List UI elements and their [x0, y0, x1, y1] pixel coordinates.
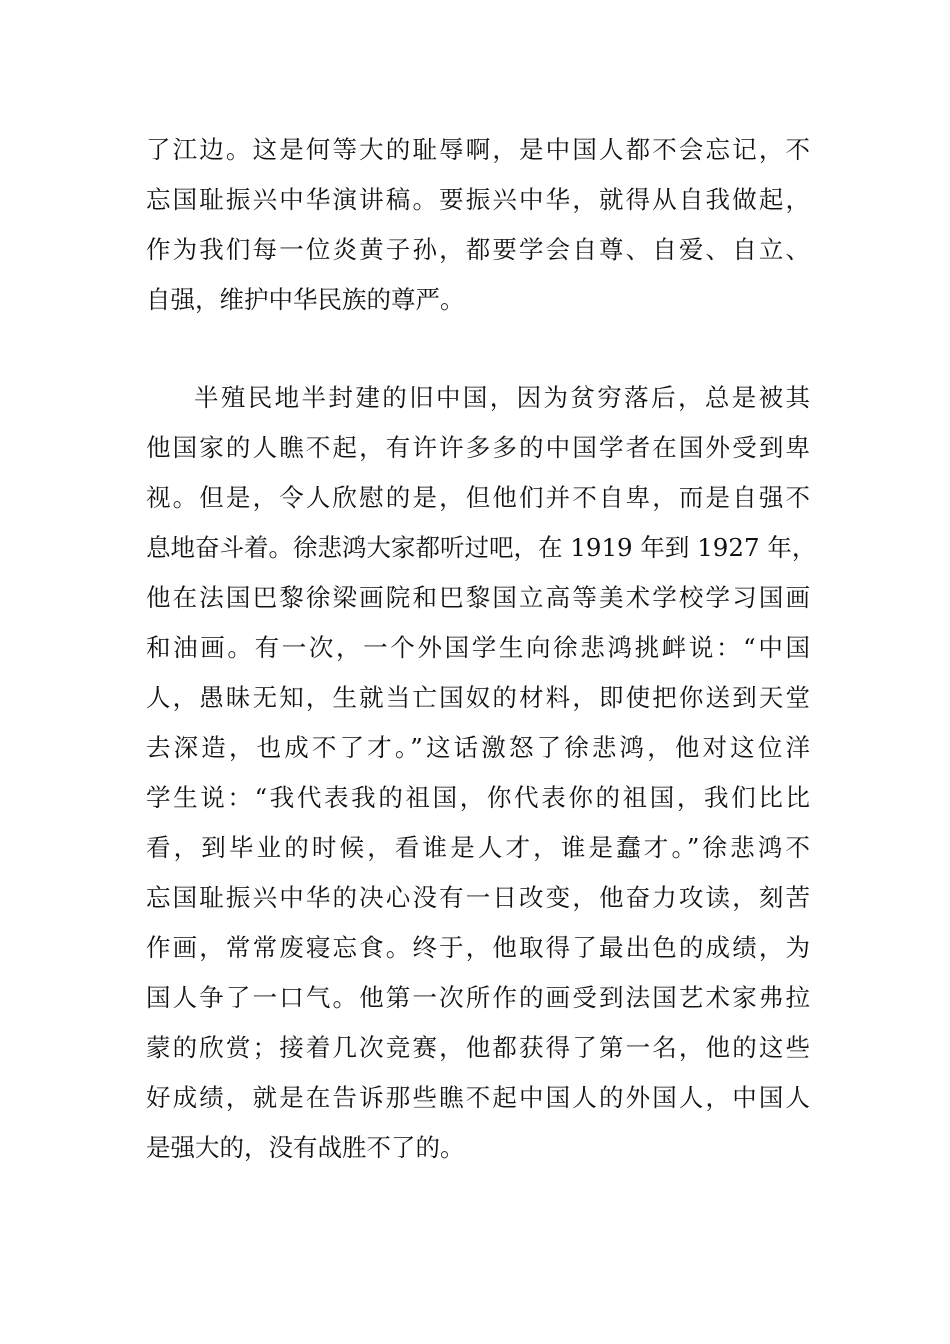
text-line: 蒙的欣赏；接着几次竞赛，他都获得了第一名，他的这些	[146, 1033, 810, 1062]
text-line: 看，到毕业的时候，看谁是人才，谁是蠢才。”徐悲鸿不	[146, 833, 810, 862]
text-line: 他在法国巴黎徐梁画院和巴黎国立高等美术学校学习国画	[146, 583, 810, 612]
text-line: 国人争了一口气。他第一次所作的画受到法国艺术家弗拉	[146, 983, 810, 1012]
text-line: 息地奋斗着。徐悲鸿大家都听过吧，在 1919 年到 1927 年，	[146, 533, 817, 562]
text-line: 忘国耻振兴中华的决心没有一日改变，他奋力攻读，刻苦	[146, 883, 810, 912]
text-line: 学生说：“我代表我的祖国，你代表你的祖国，我们比比	[146, 783, 810, 812]
text-line: 和油画。有一次，一个外国学生向徐悲鸿挑衅说：“中国	[146, 633, 810, 662]
text-line: 作为我们每一位炎黄子孙，都要学会自尊、自爱、自立、	[146, 235, 810, 264]
text-line: 去深造，也成不了才。”这话激怒了徐悲鸿，他对这位洋	[146, 733, 810, 762]
text-line: 好成绩，就是在告诉那些瞧不起中国人的外国人，中国人	[146, 1083, 810, 1112]
text-line: 忘国耻振兴中华演讲稿。要振兴中华，就得从自我做起，	[146, 185, 810, 214]
text-line: 是强大的，没有战胜不了的。	[146, 1133, 465, 1162]
text-line: 作画，常常废寝忘食。终于，他取得了最出色的成绩，为	[146, 933, 810, 962]
text-line: 自强，维护中华民族的尊严。	[146, 285, 465, 314]
text-line: 人，愚昧无知，生就当亡国奴的材料，即使把你送到天堂	[146, 683, 810, 712]
text-line: 半殖民地半封建的旧中国，因为贫穷落后，总是被其	[194, 383, 810, 412]
text-line: 视。但是，令人欣慰的是，但他们并不自卑，而是自强不	[146, 483, 810, 512]
text-line: 他国家的人瞧不起，有许许多多的中国学者在国外受到卑	[146, 433, 810, 462]
text-line: 了江边。这是何等大的耻辱啊，是中国人都不会忘记，不	[146, 135, 810, 164]
